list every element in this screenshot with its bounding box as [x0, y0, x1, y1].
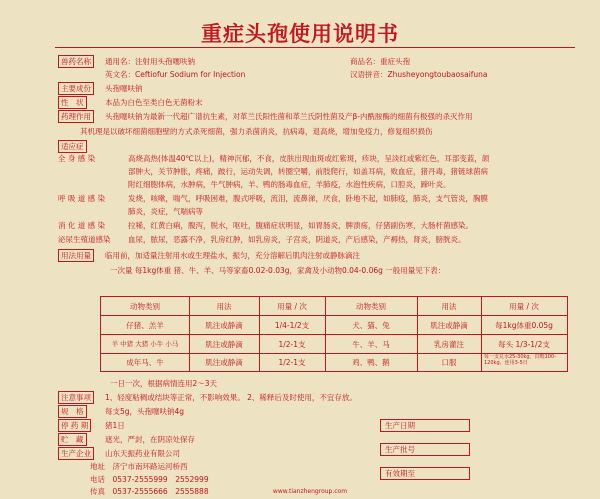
notes-text: 1、轻度粘稠或结块等正常，不影响效果。 2、稀释后及时使用，不宜存放。 — [105, 393, 357, 402]
table-cell: 1/4-1/2支 — [274, 321, 310, 330]
pharmacology-line-2: 其机理是以破坏细菌细胞壁的方式杀死细菌，强力杀菌消炎，抗病毒，退高烧，增加免疫力，修复组织损伤 — [80, 127, 433, 136]
english-name: 英文名：Ceftiofur Sodium for Injection — [105, 70, 246, 79]
usage-label: 用法用量 — [58, 249, 94, 262]
digestive-text: 拉稀，红黄白痢，腹泻，脱水，呕吐，腹痛症状明显，如胃肠炎，脾溃疡，仔猪副伤寒，大肠杆菌感染。 — [128, 221, 473, 230]
table-header: 用法 — [216, 302, 232, 311]
ingredient-text: 头孢噻呋钠 — [105, 84, 143, 93]
batch-number-box: 生产批号 — [380, 443, 470, 456]
trade-name: 商品名：重症头孢 — [350, 57, 410, 66]
maker-phone: 电话 0537-2555999 2552999 — [90, 475, 209, 484]
table-cell: 肌注或静滴 — [430, 321, 468, 330]
systemic-infection-label: 全 身 感 染 — [58, 154, 96, 163]
maker-name: 山东天振药业有限公司 — [105, 449, 180, 458]
page-title: 重症头孢使用说明书 — [201, 22, 399, 46]
maker-fax: 传真 0537-2555666 2555888 — [90, 487, 209, 496]
systemic-line-2: 部肿大，关节肿胀，疼痛，跛行，运动失调，转圈空嚼，前肢爬行，如盖耳病，败血症，猪丹毒，猪链球菌病 — [128, 167, 488, 176]
table-header: 用量 / 次 — [277, 302, 307, 311]
pinyin-name: 汉语拼音：Zhusheyongtoubaosaifuna — [350, 70, 488, 79]
notes-label: 注意事项 — [58, 391, 94, 404]
pharmacology-line-1: 头孢噻呋钠为最新一代超广谱抗生素，对革兰氏阳性菌和革兰氏阴性菌及产β-内酰胺酶的细菌有极强的杀灭作用 — [105, 112, 473, 121]
table-cell: 乳房灌注 — [434, 340, 464, 349]
table-cell: 肌注或静滴 — [205, 321, 243, 330]
table-cell: 牛、羊、马 — [352, 340, 390, 349]
usage-line-2: 一次量 每1kg体重 猪、牛、羊、马等家畜0.02-0.03g，家禽及小动物0.04-0.06g 一般用量见下表： — [110, 266, 446, 275]
withdrawal-text: 猪1日 — [105, 421, 125, 430]
table-cell: 每一支兑水25-30kg，饲喂100-120kg，连用3-5日 — [484, 354, 556, 366]
table-cell: 仔猪、羔羊 — [126, 321, 164, 330]
systemic-line-1: 高烧高热(体温40℃以上)，精神沉郁，不食，皮肤出现血斑或红紫斑，疹块，呈淡红或紫红色，耳部变蓝，颌 — [128, 154, 490, 163]
table-cell: 肌注或静滴 — [205, 340, 243, 349]
spec-label: 规 格 — [58, 405, 87, 418]
table-cell: 犬、猫、兔 — [352, 321, 390, 330]
table-header: 动物类别 — [356, 302, 386, 311]
table-header: 用量 / 次 — [509, 302, 539, 311]
character-label: 性 状 — [58, 96, 87, 109]
drug-name-label: 兽药名称 — [58, 55, 94, 68]
storage-text: 遮光，严封，在阴凉处保存 — [105, 435, 195, 444]
usage-line-3: 一日一次，根据病情连用2～3天 — [110, 379, 218, 388]
table-header: 动物类别 — [130, 302, 160, 311]
indications-label: 适应症 — [58, 140, 87, 153]
table-cell: 1/2-1支 — [278, 358, 306, 367]
spec-text: 每支5g，头孢噻呋钠4g — [105, 407, 185, 416]
ingredient-label: 主要成份 — [58, 82, 94, 95]
urogenital-infection-label: 泌尿生殖道感染 — [58, 235, 111, 244]
maker-address: 地址 济宁市南环路运河桥西 — [90, 462, 188, 471]
urogenital-text: 血尿，脓尿，恶露不净，乳房红肿，如乳房炎，子宫炎，阴道炎，产后感染，产褥热，肾炎，膀胱炎。 — [128, 235, 466, 244]
maker-label: 生产企业 — [58, 447, 94, 460]
withdrawal-label: 停 药 期 — [58, 419, 91, 432]
character-text: 本品为白色至类白色无菌粉末 — [105, 98, 203, 107]
digestive-infection-label: 消 化 道 感 染 — [58, 221, 106, 230]
production-date-box: 生产日期 — [380, 419, 470, 432]
respiratory-line-1: 发烧，咳嗽，喘气，呼吸困难，腹式呼吸，流泪，流鼻涕，厌食，卧地不起，如肺疫，肺炎，支气管炎，胸膜 — [128, 194, 488, 203]
respiratory-line-2: 肺炎，炎症，气喘病等 — [128, 207, 203, 216]
table-cell: 每头 1/3-1/2支 — [498, 340, 550, 349]
dosage-table — [100, 296, 568, 372]
pharmacology-label: 药理作用 — [58, 110, 94, 123]
table-cell: 肌注或静滴 — [205, 358, 243, 367]
table-cell: 口服 — [441, 358, 457, 367]
respiratory-infection-label: 呼 吸 道 感 染 — [58, 194, 106, 203]
expiry-date-box: 有效期至 — [380, 467, 470, 480]
table-cell: 成年马、牛 — [126, 358, 164, 367]
table-cell: 鸡、鸭、鹅 — [352, 358, 390, 367]
table-cell: 羊 中猪 大猪 小牛 小马 — [111, 340, 179, 348]
storage-label: 贮 藏 — [58, 433, 87, 446]
table-header: 用法 — [441, 302, 457, 311]
usage-line-1: 临用前，加适量注射用水或生理盐水，振匀，充分溶解后肌肉注射或静脉滴注 — [105, 251, 360, 260]
divider — [55, 47, 575, 48]
table-cell: 每1kg体重0.05g — [495, 321, 553, 330]
website: www.tianzhengroup.com — [272, 488, 348, 495]
table-cell: 1/2-1支 — [278, 340, 306, 349]
generic-name: 通用名：注射用头孢噻呋钠 — [105, 57, 195, 66]
systemic-line-3: 附红细胞体病，水肿病，牛气肿病，羊、鸭的肠毒血症，羊肺疫，水泡性疾病，口腔炎，蹄叶炎。 — [128, 180, 451, 189]
